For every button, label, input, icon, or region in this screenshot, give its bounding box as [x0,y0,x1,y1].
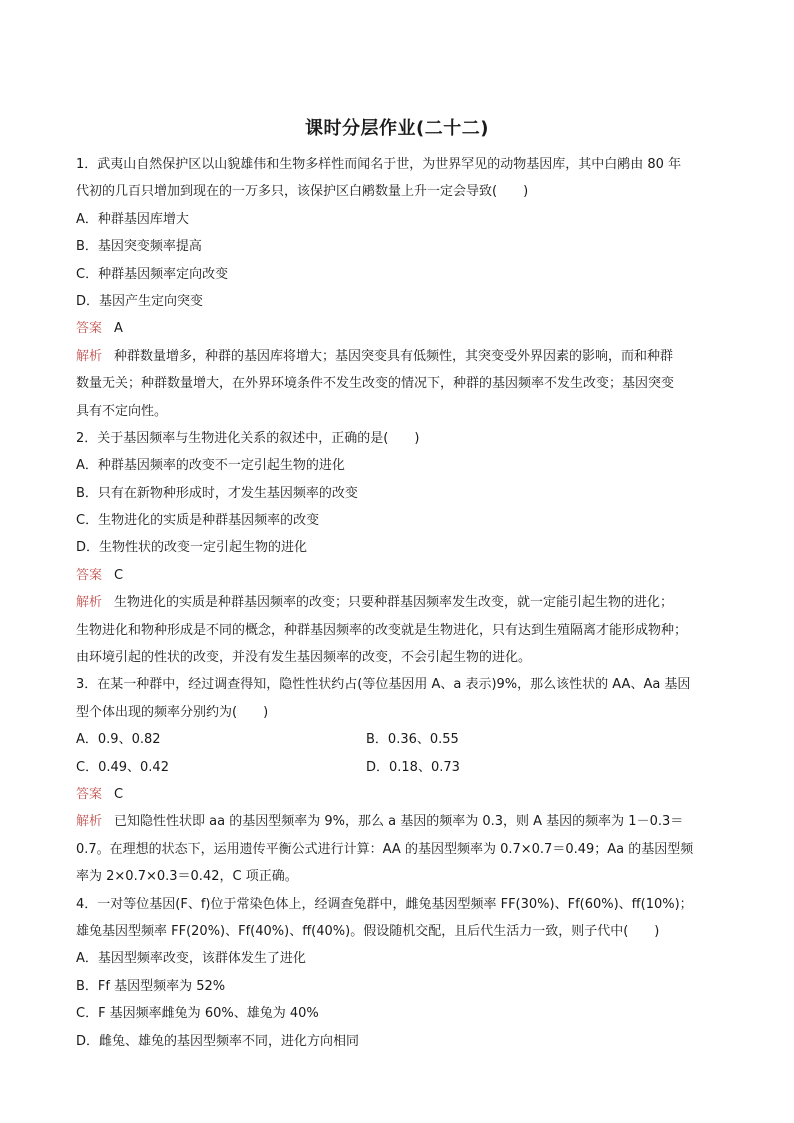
question-2 [76,425,720,672]
analysis-label: 解析 [76,814,103,830]
answer-label: 答案 [76,786,103,802]
page-title: 课时分层作业(二十二) [305,118,489,139]
analysis-text: 生物进化的实质是种群基因频率的改变；只要种群基因频率发生改变，就一定能引起生物的进化； [114,595,674,611]
analysis-text: 种群数量增多，种群的基因库将增大；基因突变具有低频性，其突变受外界因素的影响，而和种群 [114,348,674,364]
option-b: B．基因突变频率提高 [76,239,202,255]
analysis-text: 生物进化和物种形成是不同的概念，种群基因频率的改变就是生物进化，只有达到生殖隔离才能形成物种； [76,622,688,638]
option-d: D．雌兔、雄兔的基因型频率不同，进化方向相同 [76,1033,360,1049]
answer-label: 答案 [76,567,103,583]
option-d: D．基因产生定向突变 [76,293,204,309]
option-b: B．Ff 基因型频率为 52% [76,978,226,994]
analysis-line [76,343,720,370]
question-stem-line: 4．一对等位基因(F、f)位于常染色体上，经调查兔群中，雌兔基因型频率 FF(30%)、Ff(60%)、ff(10%)； [76,896,693,912]
option-a: A．种群基因频率的改变不一定引起生物的进化 [76,458,345,474]
question-stem-line: 1．武夷山自然保护区以山貌雄伟和生物多样性而闻名于世，为世界罕见的动物基因库，其中白鹇由 80 年 [76,157,682,172]
question-stem-line: 2．关于基因频率与生物进化关系的叙述中，正确的是( ) [76,430,420,446]
option-c: C．生物进化的实质是种群基因频率的改变 [76,513,320,529]
question-4 [76,891,720,1055]
analysis-label: 解析 [76,348,103,364]
answer-value: C [114,567,124,583]
option-d: D．生物性状的改变一定引起生物的进化 [76,540,308,556]
question-stem-line: 代初的几百只增加到现在的一万多只，该保护区白鹇数量上升一定会导致( ) [76,184,529,200]
question-stem-line: 3．在某一种群中，经过调查得知，隐性性状约占(等位基因用 A、a 表示)9%，那么该性状的 AA、Aa 基因 [76,677,691,693]
option-d: D．0.18、0.73 [366,759,460,775]
option-c: C．种群基因频率定向改变 [76,266,229,282]
analysis-line [76,589,720,616]
answer-line [76,562,720,589]
option-a: A．基因型频率改变，该群体发生了进化 [76,951,306,967]
answer-value: C [114,786,124,802]
option-row [76,726,720,753]
option-b: B．只有在新物种形成时，才发生基因频率的改变 [76,485,358,501]
option-c: C．0.49、0.42 [76,759,169,775]
question-3 [76,671,720,890]
option-b: B．0.36、0.55 [366,732,459,748]
question-stem-line: 雄兔基因型频率 FF(20%)、Ff(40%)、ff(40%)。假设随机交配，且后代生活力一致，则子代中( ) [76,923,660,939]
answer-line [76,315,720,342]
question-stem-line: 型个体出现的频率分别约为( ) [76,704,269,720]
option-c: C．F 基因频率雌兔为 60%、雄兔为 40% [76,1006,319,1022]
analysis-text: 数量无关；种群数量增大，在外界环境条件不发生改变的情况下，种群的基因频率不发生改变；基因突变 [76,376,675,392]
analysis-text: 由环境引起的性状的改变，并没有发生基因频率的改变，不会引起生物的进化。 [76,650,532,666]
analysis-label: 解析 [76,595,103,611]
analysis-text: 率为 2×0.7×0.3＝0.42，C 项正确。 [76,869,298,885]
analysis-text: 具有不定向性。 [76,403,168,419]
analysis-line [76,808,720,835]
answer-line [76,781,720,808]
option-a: A．种群基因库增大 [76,211,189,227]
option-row [76,754,720,781]
analysis-text: 0.7。在理想的状态下，运用遗传平衡公式进行计算：AA 的基因型频率为 0.7×0.7＝0.49；Aa 的基因型频 [76,841,694,857]
option-a: A．0.9、0.82 [76,732,161,748]
answer-value: A [114,321,123,337]
question-list [76,151,720,1055]
question-1 [76,151,720,425]
answer-label: 答案 [76,321,103,337]
analysis-text: 已知隐性性状即 aa 的基因型频率为 9%，那么 a 基因的频率为 0.3，则 A 基因的频率为 1－0.3＝ [114,814,684,830]
